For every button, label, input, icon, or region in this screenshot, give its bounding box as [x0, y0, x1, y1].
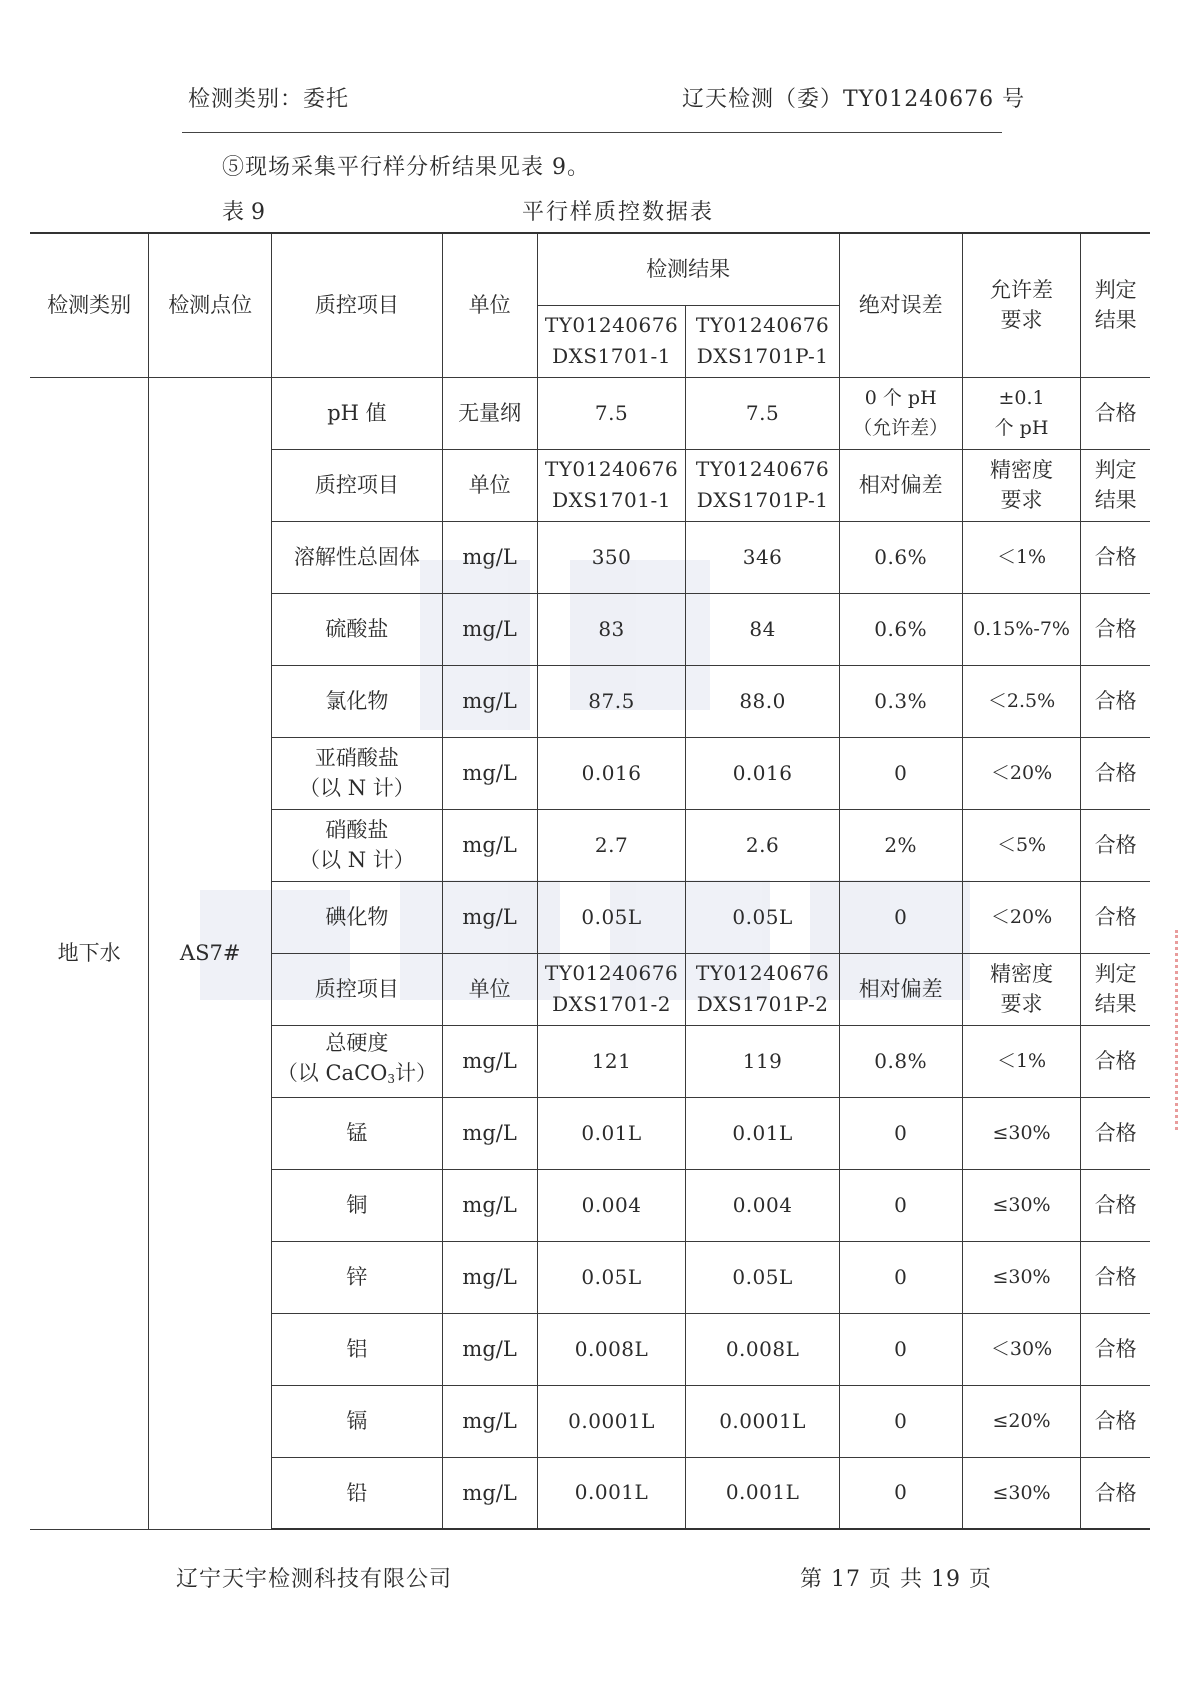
col-header-allowance: 允许差 要求: [962, 233, 1081, 377]
unit-cell: mg/L: [442, 737, 537, 809]
value-2-cell: 2.6: [686, 809, 839, 881]
result-cell: 合格: [1081, 737, 1150, 809]
requirement-cell: ＜2.5%: [962, 665, 1081, 737]
value-1-cell: 7.5: [537, 377, 686, 449]
deviation-cell: 0: [839, 1241, 962, 1313]
deviation-cell: 0: [839, 881, 962, 953]
requirement-cell: ≤30%: [962, 1097, 1081, 1169]
value-2-cell: 0.05L: [686, 1241, 839, 1313]
value-1-cell: 0.016: [537, 737, 686, 809]
result-cell: 合格: [1081, 1025, 1150, 1097]
value-1-cell: 0.05L: [537, 881, 686, 953]
deviation-cell: 0.6%: [839, 521, 962, 593]
table-title: 平行样质控数据表: [522, 200, 715, 225]
requirement-cell: ±0.1 个 pH: [962, 377, 1081, 449]
unit-cell: 无量纲: [442, 377, 537, 449]
deviation-cell: 0: [839, 1169, 962, 1241]
item-cell: 溶解性总固体: [272, 521, 442, 593]
item-cell: 总硬度 （以 CaCO$_3$计）: [272, 1025, 442, 1097]
result-cell: 合格: [1081, 1313, 1150, 1385]
col-header-point: 检测点位: [149, 233, 272, 377]
value-2-cell: 346: [686, 521, 839, 593]
table-row: [30, 377, 1150, 449]
sub-header-item: 质控项目: [272, 953, 442, 1025]
unit-cell: mg/L: [442, 1313, 537, 1385]
item-cell: 铜: [272, 1169, 442, 1241]
item-cell: 铝: [272, 1313, 442, 1385]
requirement-cell: ≤30%: [962, 1457, 1081, 1529]
header-category: 检测类别：委托: [188, 87, 350, 112]
value-1-cell: 0.05L: [537, 1241, 686, 1313]
footer-page-number: 第 17 页 共 19 页: [800, 1567, 992, 1592]
result-cell: 合格: [1081, 881, 1150, 953]
col-header-category: 检测类别: [30, 233, 149, 377]
deviation-cell: 0: [839, 1097, 962, 1169]
unit-cell: mg/L: [442, 1241, 537, 1313]
requirement-cell: ＜30%: [962, 1313, 1081, 1385]
result-cell: 合格: [1081, 377, 1150, 449]
requirement-cell: ＜5%: [962, 809, 1081, 881]
deviation-cell: 0 个 pH （允许差）: [839, 377, 962, 449]
result-cell: 合格: [1081, 1097, 1150, 1169]
result-cell: 合格: [1081, 1241, 1150, 1313]
value-1-cell: 350: [537, 521, 686, 593]
item-cell: pH 值: [272, 377, 442, 449]
col-header-item: 质控项目: [272, 233, 442, 377]
unit-cell: mg/L: [442, 1385, 537, 1457]
value-2-cell: 84: [686, 593, 839, 665]
footer-company: 辽宁天宇检测科技有限公司: [176, 1567, 453, 1592]
unit-cell: mg/L: [442, 881, 537, 953]
sub-header-sample-2: TY01240676 DXS1701P-2: [686, 953, 839, 1025]
sub-header-judgement: 判定 结果: [1081, 449, 1150, 521]
requirement-cell: ＜1%: [962, 521, 1081, 593]
result-cell: 合格: [1081, 521, 1150, 593]
sub-header-sample-2: TY01240676 DXS1701P-1: [686, 449, 839, 521]
item-cell: 锌: [272, 1241, 442, 1313]
item-cell: 镉: [272, 1385, 442, 1457]
category-cell: 地下水: [30, 377, 149, 1529]
result-cell: 合格: [1081, 1457, 1150, 1529]
table-number: 表 9: [222, 200, 265, 225]
item-cell: 硝酸盐 （以 N 计）: [272, 809, 442, 881]
result-cell: 合格: [1081, 665, 1150, 737]
header-report-number: 辽天检测（委）TY01240676 号: [682, 87, 1026, 112]
requirement-cell: ＜1%: [962, 1025, 1081, 1097]
header-rule: [182, 132, 1002, 133]
value-2-cell: 88.0: [686, 665, 839, 737]
value-2-cell: 119: [686, 1025, 839, 1097]
requirement-cell: 0.15%-7%: [962, 593, 1081, 665]
col-header-sample-1: TY01240676 DXS1701-1: [537, 305, 686, 377]
col-header-abs-error: 绝对误差: [839, 233, 962, 377]
value-1-cell: 83: [537, 593, 686, 665]
unit-cell: mg/L: [442, 1169, 537, 1241]
value-2-cell: 0.004: [686, 1169, 839, 1241]
item-cell: 氯化物: [272, 665, 442, 737]
requirement-cell: ≤30%: [962, 1169, 1081, 1241]
unit-cell: mg/L: [442, 1025, 537, 1097]
result-cell: 合格: [1081, 1385, 1150, 1457]
unit-cell: mg/L: [442, 1457, 537, 1529]
sub-header-sample-1: TY01240676 DXS1701-2: [537, 953, 686, 1025]
sub-header-sample-1: TY01240676 DXS1701-1: [537, 449, 686, 521]
deviation-cell: 0: [839, 1457, 962, 1529]
sub-header-judgement: 判定 结果: [1081, 953, 1150, 1025]
value-2-cell: 0.001L: [686, 1457, 839, 1529]
result-cell: 合格: [1081, 809, 1150, 881]
sub-header-deviation: 相对偏差: [839, 449, 962, 521]
item-cell: 锰: [272, 1097, 442, 1169]
unit-cell: mg/L: [442, 593, 537, 665]
sub-header-item: 质控项目: [272, 449, 442, 521]
value-2-cell: 0.01L: [686, 1097, 839, 1169]
qc-data-table: [30, 232, 1150, 1530]
deviation-cell: 0.3%: [839, 665, 962, 737]
requirement-cell: ＜20%: [962, 881, 1081, 953]
value-2-cell: 0.05L: [686, 881, 839, 953]
value-1-cell: 0.0001L: [537, 1385, 686, 1457]
unit-cell: mg/L: [442, 1097, 537, 1169]
value-2-cell: 0.0001L: [686, 1385, 839, 1457]
item-cell: 亚硝酸盐 （以 N 计）: [272, 737, 442, 809]
unit-cell: mg/L: [442, 809, 537, 881]
sub-header-deviation: 相对偏差: [839, 953, 962, 1025]
sub-header-requirement: 精密度 要求: [962, 449, 1081, 521]
intro-text: ⑤现场采集平行样分析结果见表 9。: [222, 155, 590, 180]
item-cell: 碘化物: [272, 881, 442, 953]
value-2-cell: 0.016: [686, 737, 839, 809]
value-1-cell: 2.7: [537, 809, 686, 881]
col-header-judgement: 判定 结果: [1081, 233, 1150, 377]
value-1-cell: 121: [537, 1025, 686, 1097]
value-1-cell: 0.001L: [537, 1457, 686, 1529]
col-header-sample-2: TY01240676 DXS1701P-1: [686, 305, 839, 377]
unit-cell: mg/L: [442, 665, 537, 737]
deviation-cell: 0: [839, 1313, 962, 1385]
value-1-cell: 0.01L: [537, 1097, 686, 1169]
value-2-cell: 0.008L: [686, 1313, 839, 1385]
seal-edge: [1175, 930, 1196, 1130]
deviation-cell: 0: [839, 1385, 962, 1457]
col-header-unit: 单位: [442, 233, 537, 377]
result-cell: 合格: [1081, 1169, 1150, 1241]
sub-header-unit: 单位: [442, 953, 537, 1025]
unit-cell: mg/L: [442, 521, 537, 593]
requirement-cell: ＜20%: [962, 737, 1081, 809]
item-cell: 铅: [272, 1457, 442, 1529]
result-cell: 合格: [1081, 593, 1150, 665]
col-header-results: 检测结果: [537, 233, 839, 305]
deviation-cell: 0.6%: [839, 593, 962, 665]
requirement-cell: ≤20%: [962, 1385, 1081, 1457]
value-1-cell: 87.5: [537, 665, 686, 737]
item-cell: 硫酸盐: [272, 593, 442, 665]
deviation-cell: 0.8%: [839, 1025, 962, 1097]
deviation-cell: 2%: [839, 809, 962, 881]
requirement-cell: ≤30%: [962, 1241, 1081, 1313]
sub-header-requirement: 精密度 要求: [962, 953, 1081, 1025]
deviation-cell: 0: [839, 737, 962, 809]
point-cell: AS7#: [149, 377, 272, 1529]
value-1-cell: 0.004: [537, 1169, 686, 1241]
sub-header-unit: 单位: [442, 449, 537, 521]
value-2-cell: 7.5: [686, 377, 839, 449]
value-1-cell: 0.008L: [537, 1313, 686, 1385]
